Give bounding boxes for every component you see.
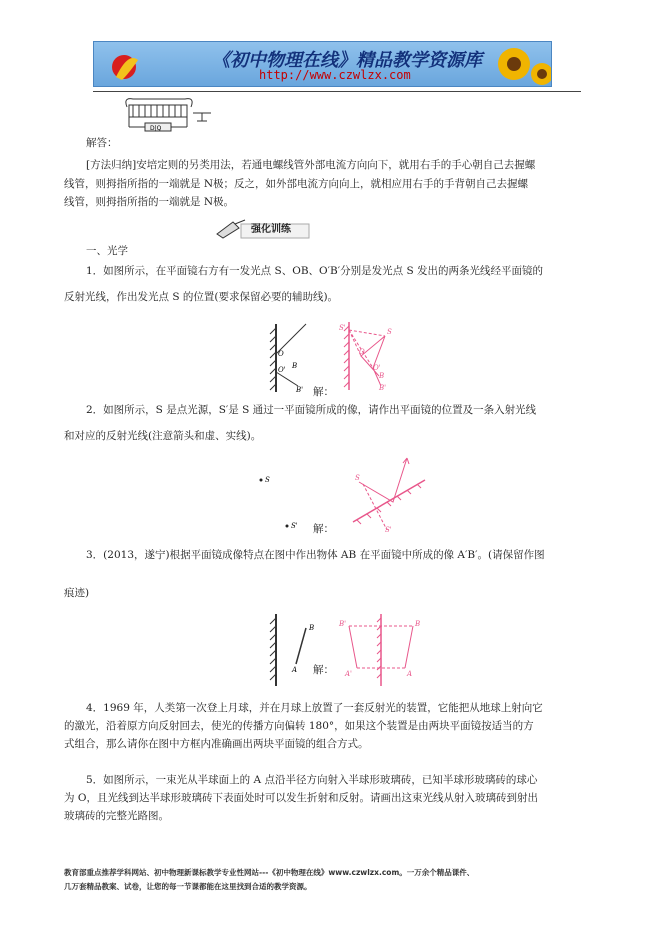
q1-label-o: O [278,350,284,358]
header-rule [93,91,581,92]
q1-label-b: B [292,362,298,370]
q1-sol-label-o-prime: O' [373,364,381,372]
q2-solve-label: 解： [313,523,334,535]
q2-point-s [260,479,263,482]
q1-sol-label-s: S [387,328,392,336]
section-badge [215,220,310,240]
q1-sol-label-b-prime: B' [379,384,387,392]
q3-solution-figure [335,612,425,688]
q1-sol-label-s-prime: S' [339,324,346,332]
q1-figure [262,322,322,394]
q1-solution-figure [335,320,405,392]
q5-line-3: 玻璃砖的完整光路图。 [64,810,169,822]
q1-solve-label: 解： [313,386,334,398]
method-line-3: 线管，则拇指所指的一端就是 N极。 [64,196,235,208]
q2-point-s-prime [286,525,289,528]
q3-sol-label-a-prime: A' [345,670,352,678]
footer-line-2: 几万套精品教案、试卷，让您的每一节课都能在这里找到合适的教学资源。 [64,882,312,891]
q1-sol-label-b: B [379,372,385,380]
q2-label-s: S [265,476,270,484]
method-line-2: 线管，则拇指所指的一端就是 N极；反之，如外部电流方向向上，就相应用右手的手背朝自己去握螺 [64,178,529,190]
q2-label-s-prime: S' [291,522,298,530]
q4-line-2: 的激光，沿着原方向反射回去，使光的传播方向偏转 180°，如果这个装置是由两块平面镜按适当的方 [64,720,534,732]
footer-line-1: 教育部重点推荐学科网站、初中物理新课标教学专业性网站---《初中物理在线》www.czwlzx.com。一万余个精品课件、 [64,868,475,877]
q3-sol-label-b-prime: B' [339,620,347,628]
q4-line-1: 4．1969 年，人类第一次登上月球，并在月球上放置了一套反射光的装置，它能把从地球上射向它 [86,702,543,714]
header-banner [93,41,552,87]
q1-line-1: 1．如图所示，在平面镜右方有一发光点 S、OB、O′B′分别是发光点 S 发出的两条光线经平面镜的 [86,265,543,277]
q1-label-o-prime: O' [278,366,286,374]
q3-sol-label-b: B [415,620,421,628]
q4-line-3: 式组合，那么请你在图中方框内准确画出两块平面镜的组合方式。 [64,738,369,750]
q2-figure [255,470,305,532]
solenoid-figure [115,95,215,135]
q3-sol-label-a: A [407,670,413,678]
q5-line-1: 5．如图所示，一束光从半球面上的 A 点沿半径方向射入半球形玻璃砖，已知半球形玻璃砖的球心 [86,774,538,786]
q2-sol-label-s-prime: S' [385,526,392,534]
section-badge-label: 强化训练 [251,224,291,235]
answer-label: 解答： [86,137,118,149]
q2-solution-figure [335,452,435,534]
q1-label-b-prime: B' [296,386,304,394]
banner-title: 《初中物理在线》精品教学资源库 [212,50,482,71]
q5-line-2: 为 O，且光线到达半球形玻璃砖下表面处时可以发生折射和反射。请画出这束光线从射入玻璃砖到射出 [64,792,538,804]
q3-line-2: 痕迹) [64,587,90,599]
q3-solve-label: 解： [313,664,334,676]
q1-line-2: 反射光线，作出发光点 S 的位置(要求保留必要的辅助线)。 [64,291,339,303]
q2-line-1: 2．如图所示，S 是点光源，S′是 S 通过一平面镜所成的像，请作出平面镜的位置及一条入射光线 [86,404,537,416]
q3-label-b: B [309,624,315,632]
method-line-1: [方法归纳]安培定则的另类用法，若通电螺线管外部电流方向向下，就用右手的手心朝自己去握螺 [86,159,536,171]
q3-label-a: A [292,666,298,674]
dpq-label: D|Q [150,125,162,132]
q1-sol-label-o: O [359,348,365,356]
q3-line-1: 3．(2013，遂宁)根据平面镜成像特点在图中作出物体 AB 在平面镜中所成的像 A′B′。(请保留作图 [86,549,545,561]
q2-sol-label-s: S [355,474,360,482]
banner-url[interactable]: http://www.czwlzx.com [259,68,411,82]
section-heading: 一、光学 [86,245,128,257]
q2-line-2: 和对应的反射光线(注意箭头和虚、实线)。 [64,430,262,442]
